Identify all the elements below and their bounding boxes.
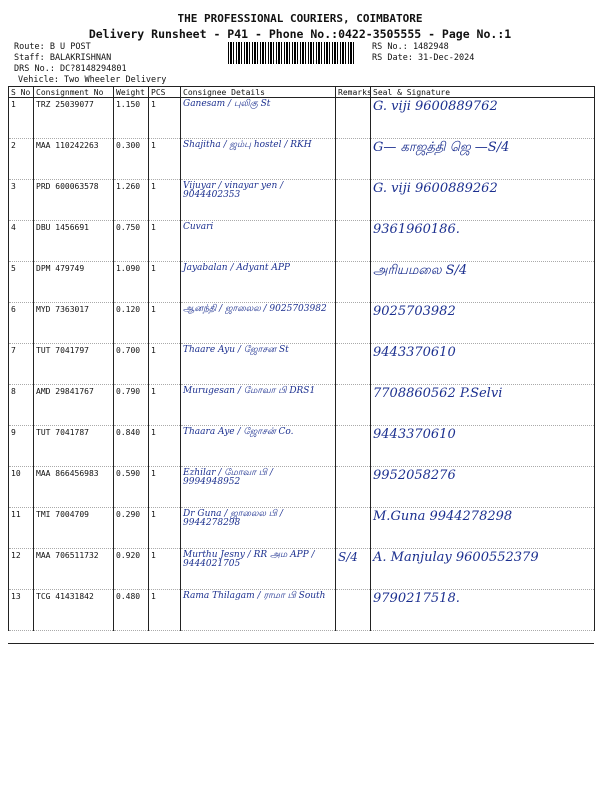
signature-text: 9443370610 bbox=[373, 345, 456, 360]
pcs-cell: 1 bbox=[149, 303, 181, 344]
col-header-consignee: Consignee Details bbox=[181, 87, 336, 98]
signature-text: அரியமலை S/4 bbox=[373, 263, 468, 278]
pcs-cell: 1 bbox=[149, 385, 181, 426]
vehicle-label: Vehicle: Two Wheeler Delivery bbox=[18, 75, 167, 85]
consignee-details-text: Murthu Jesny / RR அம APP / 9444021705 bbox=[183, 550, 315, 570]
table-row bbox=[9, 426, 595, 467]
signature-text: A. Manjulay 9600552379 bbox=[373, 550, 539, 565]
sno-cell: 8 bbox=[9, 385, 34, 426]
pcs-cell: 1 bbox=[149, 590, 181, 631]
sno-cell: 2 bbox=[9, 139, 34, 180]
consignment-no-cell: TRZ 25039077 bbox=[34, 98, 114, 139]
signature-cell bbox=[371, 303, 595, 344]
weight-cell: 0.840 bbox=[114, 426, 149, 467]
remarks-cell bbox=[336, 180, 371, 221]
sno-cell: 4 bbox=[9, 221, 34, 262]
table-row bbox=[9, 262, 595, 303]
weight-cell: 0.480 bbox=[114, 590, 149, 631]
table-row bbox=[9, 590, 595, 631]
signature-cell bbox=[371, 221, 595, 262]
consignee-details-cell bbox=[181, 344, 336, 385]
pcs-cell: 1 bbox=[149, 262, 181, 303]
consignee-details-cell bbox=[181, 549, 336, 590]
consignee-details-cell bbox=[181, 180, 336, 221]
signature-cell bbox=[371, 508, 595, 549]
pcs-cell: 1 bbox=[149, 98, 181, 139]
pcs-cell: 1 bbox=[149, 467, 181, 508]
signature-cell bbox=[371, 590, 595, 631]
remarks-cell bbox=[336, 549, 371, 590]
consignment-no-cell: TMI 7004709 bbox=[34, 508, 114, 549]
barcode-image bbox=[228, 42, 356, 64]
rs-date: RS Date: 31-Dec-2024 bbox=[372, 53, 475, 63]
weight-cell: 1.090 bbox=[114, 262, 149, 303]
pcs-cell: 1 bbox=[149, 139, 181, 180]
consignment-no-cell: DPM 479749 bbox=[34, 262, 114, 303]
signature-cell bbox=[371, 344, 595, 385]
sno-cell: 12 bbox=[9, 549, 34, 590]
company-title: THE PROFESSIONAL COURIERS, COIMBATORE bbox=[177, 12, 423, 25]
signature-cell bbox=[371, 98, 595, 139]
consignment-no-cell: TUT 7041787 bbox=[34, 426, 114, 467]
weight-cell: 0.920 bbox=[114, 549, 149, 590]
consignee-details-text: Thaare Ayu / ஜோசன St bbox=[183, 345, 289, 355]
consignment-no-cell: PRD 600063578 bbox=[34, 180, 114, 221]
weight-cell: 1.150 bbox=[114, 98, 149, 139]
pcs-cell: 1 bbox=[149, 180, 181, 221]
consignee-details-cell bbox=[181, 98, 336, 139]
signature-cell bbox=[371, 467, 595, 508]
signature-cell bbox=[371, 426, 595, 467]
consignment-no-cell: MAA 866456983 bbox=[34, 467, 114, 508]
sno-cell: 11 bbox=[9, 508, 34, 549]
runsheet-subtitle: Delivery Runsheet - P41 - Phone No.:0422-3505555 - Page No.:1 bbox=[88, 27, 512, 41]
signature-cell bbox=[371, 549, 595, 590]
remarks-cell bbox=[336, 344, 371, 385]
consignment-no-cell: MAA 706511732 bbox=[34, 549, 114, 590]
weight-cell: 0.300 bbox=[114, 139, 149, 180]
signature-text: G— காஜத்தி ஜெ —S/4 bbox=[373, 140, 510, 155]
pcs-cell: 1 bbox=[149, 344, 181, 385]
consignment-no-cell: DBU 1456691 bbox=[34, 221, 114, 262]
remarks-cell bbox=[336, 426, 371, 467]
table-row bbox=[9, 344, 595, 385]
consignee-details-text: Thaara Aye / ஜோசன் Co. bbox=[183, 427, 294, 437]
weight-cell: 0.290 bbox=[114, 508, 149, 549]
col-header-consignment: Consignment No bbox=[34, 87, 114, 98]
runsheet-table bbox=[8, 86, 595, 631]
consignee-details-text: Rama Thilagam / ராமா பி South bbox=[183, 591, 326, 601]
sno-cell: 9 bbox=[9, 426, 34, 467]
consignee-details-cell bbox=[181, 426, 336, 467]
col-header-weight: Weight bbox=[114, 87, 149, 98]
consignee-details-cell bbox=[181, 221, 336, 262]
signature-text: M.Guna 9944278298 bbox=[373, 509, 513, 524]
rs-number: RS No.: 1482948 bbox=[372, 42, 449, 52]
table-row bbox=[9, 467, 595, 508]
signature-text: 9361960186. bbox=[373, 222, 460, 237]
consignment-no-cell: AMD 29841767 bbox=[34, 385, 114, 426]
sno-cell: 5 bbox=[9, 262, 34, 303]
sno-cell: 3 bbox=[9, 180, 34, 221]
consignment-no-cell: TUT 7041797 bbox=[34, 344, 114, 385]
pcs-cell: 1 bbox=[149, 508, 181, 549]
consignee-details-text: Ezhilar / மோவா பி / 9994948952 bbox=[183, 468, 273, 488]
remarks-cell bbox=[336, 467, 371, 508]
signature-text: 9790217518. bbox=[373, 591, 460, 606]
col-header-signature: Seal & Signature bbox=[371, 87, 595, 98]
weight-cell: 0.700 bbox=[114, 344, 149, 385]
consignee-details-cell bbox=[181, 385, 336, 426]
signature-text: G. viji 9600889762 bbox=[373, 99, 498, 114]
consignee-details-text: Jayabalan / Adyant APP bbox=[183, 263, 290, 273]
weight-cell: 0.790 bbox=[114, 385, 149, 426]
pcs-cell: 1 bbox=[149, 549, 181, 590]
consignment-no-cell: MAA 110242263 bbox=[34, 139, 114, 180]
remarks-text: S/4 bbox=[338, 550, 358, 564]
weight-cell: 0.590 bbox=[114, 467, 149, 508]
remarks-cell bbox=[336, 221, 371, 262]
table-row bbox=[9, 508, 595, 549]
remarks-cell bbox=[336, 385, 371, 426]
drs-label: DRS No.: DC?8148294801 bbox=[14, 64, 127, 74]
staff-label: Staff: BALAKRISHNAN bbox=[14, 53, 112, 63]
consignee-details-text: Dr Guna / ஜாலைல பி / 9944278298 bbox=[183, 509, 283, 529]
consignee-details-text: Shajitha / ஜம்பு hostel / RKH bbox=[183, 140, 312, 150]
signature-cell bbox=[371, 385, 595, 426]
consignee-details-text: Murugesan / மோவா பி DRS1 bbox=[183, 386, 316, 396]
route-label: Route: B U POST bbox=[14, 42, 91, 52]
col-header-pcs: PCS bbox=[149, 87, 181, 98]
remarks-cell bbox=[336, 303, 371, 344]
consignee-details-text: Vijuyar / vinayar yen / 9044402353 bbox=[183, 181, 284, 201]
consignee-details-text: Ganesam / புலிகு St bbox=[183, 99, 271, 109]
weight-cell: 0.750 bbox=[114, 221, 149, 262]
signature-text: 7708860562 P.Selvi bbox=[373, 386, 503, 401]
sno-cell: 10 bbox=[9, 467, 34, 508]
consignment-no-cell: MYD 7363017 bbox=[34, 303, 114, 344]
signature-text: 9952058276 bbox=[373, 468, 456, 483]
col-header-remarks: Remarks bbox=[336, 87, 371, 98]
sno-cell: 13 bbox=[9, 590, 34, 631]
sno-cell: 6 bbox=[9, 303, 34, 344]
signature-cell bbox=[371, 262, 595, 303]
consignee-details-cell bbox=[181, 467, 336, 508]
col-header-sno: S No bbox=[9, 87, 34, 98]
pcs-cell: 1 bbox=[149, 221, 181, 262]
table-row bbox=[9, 139, 595, 180]
remarks-cell bbox=[336, 139, 371, 180]
consignment-no-cell: TCG 41431842 bbox=[34, 590, 114, 631]
table-bottom-rule bbox=[8, 643, 594, 644]
table-row bbox=[9, 549, 595, 590]
signature-text: G. viji 9600889262 bbox=[373, 181, 498, 196]
consignee-details-cell bbox=[181, 508, 336, 549]
remarks-cell bbox=[336, 262, 371, 303]
consignee-details-text: Cuvari bbox=[183, 222, 214, 232]
table-row bbox=[9, 303, 595, 344]
table-row bbox=[9, 385, 595, 426]
consignee-details-text: ஆனந்தி / ஜாலைல / 9025703982 bbox=[183, 304, 327, 314]
consignee-details-cell bbox=[181, 139, 336, 180]
weight-cell: 0.120 bbox=[114, 303, 149, 344]
table-row bbox=[9, 180, 595, 221]
consignee-details-cell bbox=[181, 303, 336, 344]
table-header-row bbox=[9, 87, 595, 98]
signature-cell bbox=[371, 139, 595, 180]
signature-text: 9025703982 bbox=[373, 304, 456, 319]
consignee-details-cell bbox=[181, 262, 336, 303]
remarks-cell bbox=[336, 508, 371, 549]
weight-cell: 1.260 bbox=[114, 180, 149, 221]
table-row bbox=[9, 98, 595, 139]
sno-cell: 1 bbox=[9, 98, 34, 139]
sno-cell: 7 bbox=[9, 344, 34, 385]
signature-cell bbox=[371, 180, 595, 221]
consignee-details-cell bbox=[181, 590, 336, 631]
pcs-cell: 1 bbox=[149, 426, 181, 467]
table-row bbox=[9, 221, 595, 262]
signature-text: 9443370610 bbox=[373, 427, 456, 442]
remarks-cell bbox=[336, 590, 371, 631]
remarks-cell bbox=[336, 98, 371, 139]
